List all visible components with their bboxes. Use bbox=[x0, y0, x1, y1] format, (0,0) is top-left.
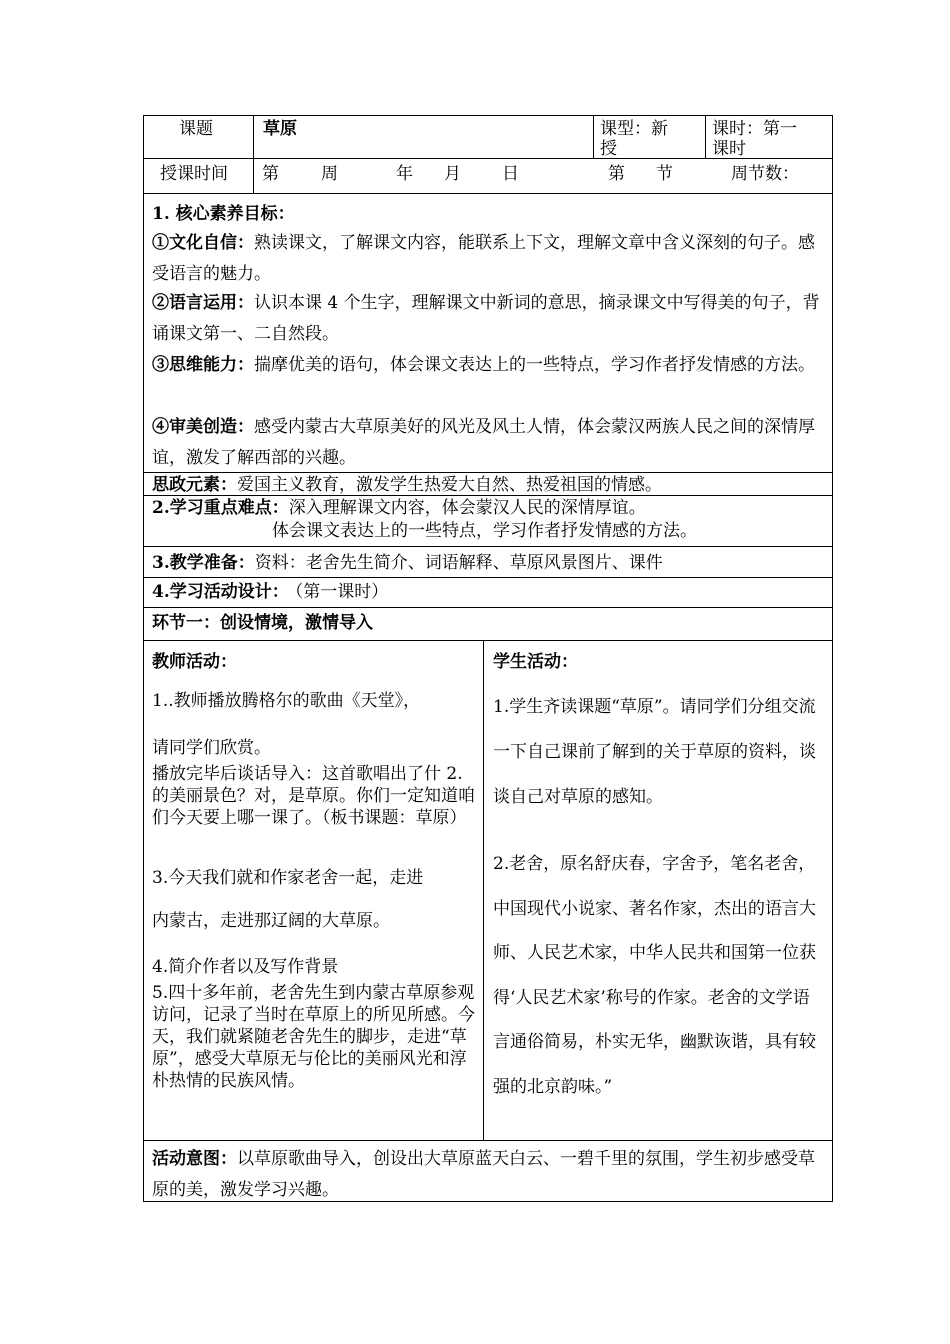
lesson-type-label: 课型：新 bbox=[600, 119, 668, 139]
teacher-step-1: 1..教师播放腾格尔的歌曲《天堂》， bbox=[152, 691, 421, 711]
student-heading: 学生活动： bbox=[493, 652, 578, 672]
time-week-prefix: 第 bbox=[262, 164, 279, 184]
prep-text: 资料：老舍先生简介、词语解释、草原风景图片、课件 bbox=[254, 553, 663, 573]
teacher-step-3-cont: 内蒙古，走进那辽阔的大草原。 bbox=[152, 911, 390, 931]
intent-text: 以草原歌曲导入，创设出大草原蓝天白云、一碧千里的氛围，学生初步感受草原的美，激发学习兴趣。 bbox=[152, 1149, 815, 1200]
goal-text: 揣摩优美的语句，体会课文表达上的一些特点，学习作者抒发情感的方法。 bbox=[254, 355, 815, 375]
time-week: 周 bbox=[321, 164, 338, 184]
week-section-count: 周节数： bbox=[731, 164, 799, 184]
row-divider bbox=[143, 607, 833, 608]
row-divider bbox=[143, 577, 833, 578]
goal-text: 熟读课文，了解课文内容，能联系上下文，理解文章中含义深刻的句子。感受语言的魅力。 bbox=[152, 233, 815, 284]
period-value: 课时 bbox=[712, 139, 746, 159]
time-day: 日 bbox=[502, 164, 519, 184]
topic-value: 草原 bbox=[263, 119, 297, 139]
goal-label: ④审美创造： bbox=[152, 417, 254, 437]
keypoints-label: 2.学习重点难点： bbox=[152, 498, 289, 518]
teacher-step-5: 5.四十多年前，老舍先生到内蒙古草原参观访问，记录了当时在草原上的所见所感。今天，我们就紧随老舍先生的脚步，走进“草原”，感受大草原无与伦比的美丽风光和淳朴热情的民族风情。 bbox=[152, 983, 475, 1091]
keypoints-line2: 体会课文表达上的一些特点，学习作者抒发情感的方法。 bbox=[272, 521, 697, 541]
period-label: 课时：第一 bbox=[712, 119, 797, 139]
goal-label: ③思维能力： bbox=[152, 355, 254, 375]
student-step-1: 1.学生齐读课题“草原”。请同学们分组交流一下自己课前了解到的关于草原的资料，谈谈自己对草原的感知。 bbox=[493, 697, 816, 807]
teacher-step-1-cont: 请同学们欣赏。 bbox=[152, 738, 271, 758]
goal-item bbox=[152, 288, 825, 350]
col-divider bbox=[253, 115, 254, 193]
activity-label: 4.学习活动设计： bbox=[152, 582, 289, 602]
time-section: 节 bbox=[656, 164, 673, 184]
lesson-type-value: 授 bbox=[600, 139, 617, 159]
goals-heading: 1. 核心素养目标： bbox=[152, 204, 295, 224]
col-divider bbox=[705, 115, 706, 159]
stage-title: 环节一：创设情境，激情导入 bbox=[152, 613, 373, 633]
goal-item bbox=[152, 228, 825, 290]
politics-row bbox=[152, 474, 662, 496]
goal-label: ②语言运用： bbox=[152, 293, 254, 313]
keypoints-row bbox=[152, 497, 646, 519]
col-divider bbox=[593, 115, 594, 159]
goal-text: 感受内蒙古大草原美好的风光及风土人情，体会蒙汉两族人民之间的深情厚谊，激发了解西部的兴趣。 bbox=[152, 417, 815, 468]
teacher-step-3: 3.今天我们就和作家老舍一起，走进 bbox=[152, 868, 424, 888]
politics-label: 思政元素： bbox=[152, 475, 237, 495]
activity-intent bbox=[152, 1144, 825, 1206]
teacher-heading: 教师活动： bbox=[152, 652, 237, 672]
keypoints-line1: 深入理解课文内容，体会蒙汉人民的深情厚谊。 bbox=[288, 498, 646, 518]
prep-label: 3.教学准备： bbox=[152, 553, 255, 573]
student-step-2: 2.老舍，原名舒庆春，字舍予，笔名老舍，中国现代小说家、著名作家，杰出的语言大师、人民艺术家，中华人民共和国第一位获得‘人民艺术家’称号的作家。老舍的文学语言通俗简易，朴实无华，幽默诙谐，具有较强的北京韵味。” bbox=[493, 854, 816, 1097]
politics-text: 爱国主义教育，激发学生热爱大自然、热爱祖国的情感。 bbox=[237, 475, 662, 495]
activity-row bbox=[152, 581, 388, 603]
col-divider bbox=[483, 640, 484, 1140]
row-divider bbox=[143, 193, 833, 194]
goal-label: ①文化自信： bbox=[152, 233, 254, 253]
topic-label: 课题 bbox=[179, 119, 213, 139]
time-year: 年 bbox=[396, 164, 413, 184]
goal-item bbox=[152, 350, 825, 381]
intent-label: 活动意图： bbox=[152, 1149, 237, 1169]
row-divider bbox=[143, 546, 833, 547]
teacher-step-4: 4.简介作者以及写作背景 bbox=[152, 957, 339, 977]
teacher-step-2: 播放完毕后谈话导入：这首歌唱出了什 2. 的美丽景色？对，是草原。你们一定知道咱们今天要上哪一课了。（板书课题：草原） bbox=[152, 764, 475, 828]
goal-text: 认识本课 4 个生字，理解课文中新词的意思，摘录课文中写得美的句子，背诵课文第一、二自然段。 bbox=[152, 293, 820, 344]
activity-text: （第一课时） bbox=[294, 582, 389, 602]
goal-item bbox=[152, 412, 825, 474]
time-label: 授课时间 bbox=[160, 164, 228, 184]
prep-row bbox=[152, 552, 663, 574]
time-section-prefix: 第 bbox=[608, 164, 625, 184]
row-divider bbox=[143, 1140, 833, 1141]
row-divider bbox=[143, 640, 833, 641]
time-month: 月 bbox=[444, 164, 461, 184]
